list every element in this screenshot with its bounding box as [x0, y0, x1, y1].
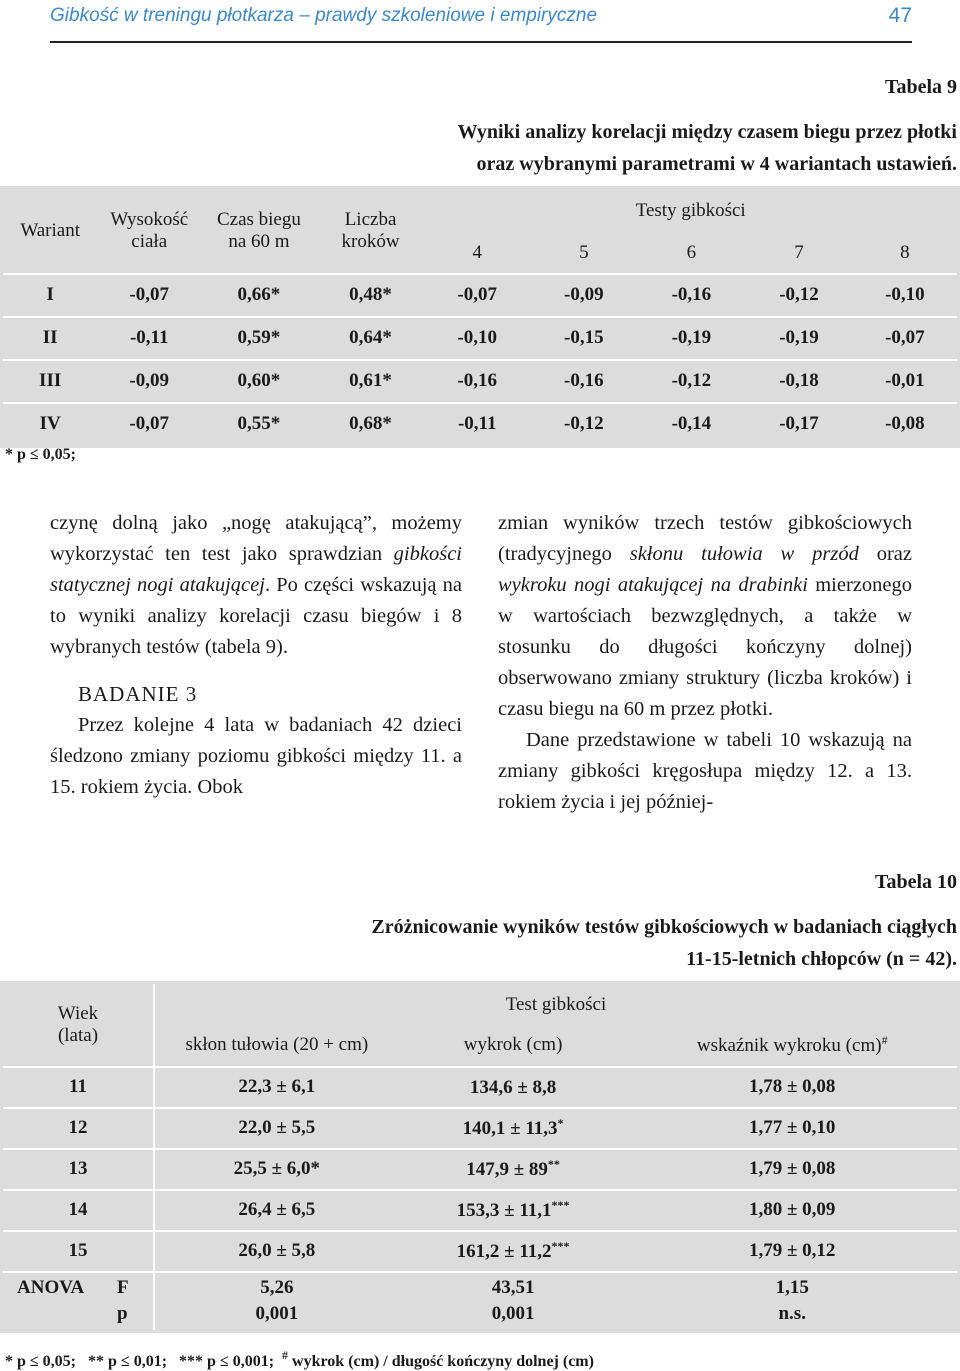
table9-test-col: 6 [638, 234, 746, 274]
table10-anova-cell: 43,51 0,001 [491, 1277, 535, 1325]
table9-cell: -0,17 [779, 413, 819, 434]
table9-cell: 0,55* [237, 413, 281, 434]
table10-cell: 147,9 ± 89** [399, 1149, 628, 1190]
table9-cell: -0,11 [97, 317, 201, 360]
table9-test-col: 7 [745, 234, 853, 274]
table10-age: 14 [2, 1190, 154, 1231]
table9-cell: -0,11 [457, 413, 497, 434]
running-header-title: Gibkość w treningu płotkarza – prawdy szkoleniowe i empiryczne [50, 5, 598, 26]
table9 [0, 186, 960, 448]
table9-row [2, 403, 959, 447]
table9-cell: II [2, 317, 98, 360]
right-paragraph-1: zmian wyników trzech testów gibkościowych (tradycyjnego skłonu tułowia w przód oraz wykroku nogi atakującej na drabinki mierzonego w wartościach bezwzględnych, a także w stosunku do długości kończyny dolnej) obserwowano zmiany struktury (liczba kroków) i czasu biegu na 60 m przez płotki. [498, 512, 913, 720]
table9-cell: 0,60* [201, 360, 317, 403]
table10-cell: 161,2 ± 11,2*** [399, 1231, 628, 1272]
table9-header-time: Czas biegu na 60 m [201, 188, 317, 274]
table9-footnote: * p ≤ 0,05; [5, 446, 77, 463]
table10-header-col1: skłon tułowia (20 + cm) [154, 1025, 399, 1067]
table9-cell: -0,12 [745, 274, 853, 317]
table10-cell: 26,4 ± 6,5 [154, 1190, 399, 1231]
table10-cell: 26,0 ± 5,8 [154, 1231, 399, 1272]
left-paragraph-1: czynę dolną jako „nogę atakującą”, możemy wykorzystać ten test jako sprawdzian gibkości statycznej nogi atakującej. Po części wskazują na to wyniki analizy korelacji czasu biegów i 8 wybranych testów (tabela 9). [50, 512, 463, 658]
table9-cell: -0,12 [638, 360, 746, 403]
table9-cell: -0,01 [853, 360, 959, 403]
table9-cell: -0,18 [745, 360, 853, 403]
table10-footnote: * p ≤ 0,05; ** p ≤ 0,01; *** p ≤ 0,001; # wykrok (cm) / długość kończyny dolnej (cm) [5, 1348, 594, 1370]
table9-cell: 0,48* [317, 274, 425, 317]
table10-row [2, 1231, 959, 1272]
table10-title [371, 911, 957, 975]
table9-cell: -0,15 [530, 317, 638, 360]
table9-cell: 0,59* [201, 317, 317, 360]
table9-cell: III [2, 360, 98, 403]
table9-header-height: Wysokość ciała [97, 188, 201, 274]
table10-anova-row [2, 1272, 959, 1332]
table10-anova-cell: 5,26 0,001 [255, 1277, 299, 1325]
table9-cell: 0,61* [317, 360, 425, 403]
table10-cell: 1,77 ± 0,10 [627, 1108, 958, 1149]
table9-cell: 0,66* [201, 274, 317, 317]
table9-row [2, 274, 959, 317]
table9-cell: -0,14 [671, 413, 712, 434]
table9-title-line1: Wyniki analizy korelacji między czasem biegu przez płotki [457, 121, 957, 143]
table10-cell: 1,80 ± 0,09 [627, 1190, 958, 1231]
table9-cell: -0,08 [885, 413, 925, 434]
right-paragraph-2: Dane przedstawione w tabeli 10 wskazują na zmiany gibkości kręgosłupa między 12. a 13. rokiem życia i jej później- [498, 729, 912, 813]
table9-cell: -0,07 [853, 317, 959, 360]
table10-anova-label: ANOVA F p [2, 1272, 154, 1332]
table9-cell: -0,09 [530, 274, 638, 317]
table9-title [458, 116, 957, 180]
table9-cell: 0,68* [349, 413, 392, 434]
table10-header-test: Test gibkości [505, 994, 607, 1015]
table9-cell: I [2, 274, 98, 317]
table9-header-steps: Liczba kroków [317, 188, 425, 274]
table10-row [2, 1067, 959, 1108]
table10-cell: 22,0 ± 5,5 [154, 1108, 399, 1149]
table10-cell: 134,6 ± 8,8 [399, 1067, 628, 1108]
table9-header-tests: Testy gibkości [635, 200, 746, 222]
table9-test-col: 4 [424, 234, 530, 274]
table10-cell: 1,79 ± 0,08 [627, 1149, 958, 1190]
table9-cell: -0,10 [853, 274, 959, 317]
table9-cell: -0,16 [638, 274, 746, 317]
left-column [50, 508, 462, 803]
table9-cell: -0,19 [638, 317, 746, 360]
table10-age: 13 [2, 1149, 154, 1190]
table9-cell: -0,07 [129, 413, 169, 434]
table9-cell: -0,16 [424, 360, 530, 403]
table9-cell: -0,16 [530, 360, 638, 403]
table10-title-line2: 11-15-letnich chłopców (n = 42). [686, 948, 957, 970]
table9-header-variant: Wariant [2, 188, 98, 274]
table10-age: 12 [2, 1108, 154, 1149]
table10-age: 15 [2, 1231, 154, 1272]
table9-row [2, 360, 959, 403]
table9-cell: -0,07 [424, 274, 530, 317]
table9-label: Tabela 9 [884, 76, 957, 98]
left-paragraph-2: Przez kolejne 4 lata w badaniach 42 dzieci śledzono zmiany poziomu gibkości między 11. a 15. rokiem życia. Obok [50, 714, 462, 798]
table10-row [2, 1108, 959, 1149]
table9-cell: -0,10 [424, 317, 530, 360]
table10-cell: 1,79 ± 0,12 [627, 1231, 958, 1272]
table9-cell: -0,12 [564, 413, 604, 434]
table9-row [2, 317, 959, 360]
table10-row [2, 1149, 959, 1190]
table10-row [2, 1190, 959, 1231]
table10-cell: 25,5 ± 6,0* [154, 1149, 399, 1190]
right-column [498, 508, 912, 818]
table9-test-col: 5 [530, 234, 638, 274]
table10-age: 11 [2, 1067, 154, 1108]
page-number: 47 [888, 4, 912, 27]
table10-header-age: Wiek (lata) [2, 983, 154, 1067]
table10-cell: 153,3 ± 11,1*** [399, 1190, 628, 1231]
table10-header-col2: wykrok (cm) [399, 1025, 628, 1067]
table9-cell: -0,09 [97, 360, 201, 403]
table10-cell: 1,78 ± 0,08 [627, 1067, 958, 1108]
table10-title-line1: Zróżnicowanie wyników testów gibkościowych w badaniach ciągłych [371, 916, 957, 938]
header-rule [50, 41, 912, 43]
table9-cell: -0,19 [745, 317, 853, 360]
table9-cell: 0,64* [317, 317, 425, 360]
section-heading: BADANIE 3 [78, 682, 198, 706]
table10-cell: 140,1 ± 11,3* [399, 1108, 628, 1149]
table10-header-col3: wskaźnik wykroku (cm)# [627, 1025, 958, 1067]
table10-cell: 22,3 ± 6,1 [154, 1067, 399, 1108]
table10 [0, 981, 960, 1333]
table10-label: Tabela 10 [874, 871, 957, 893]
table10-anova-cell: 1,15 n.s. [775, 1277, 809, 1325]
table9-test-col: 8 [853, 234, 959, 274]
table9-cell: -0,07 [97, 274, 201, 317]
table9-title-line2: oraz wybranymi parametrami w 4 wariantach ustawień. [476, 153, 957, 175]
table9-cell: IV [39, 413, 61, 434]
